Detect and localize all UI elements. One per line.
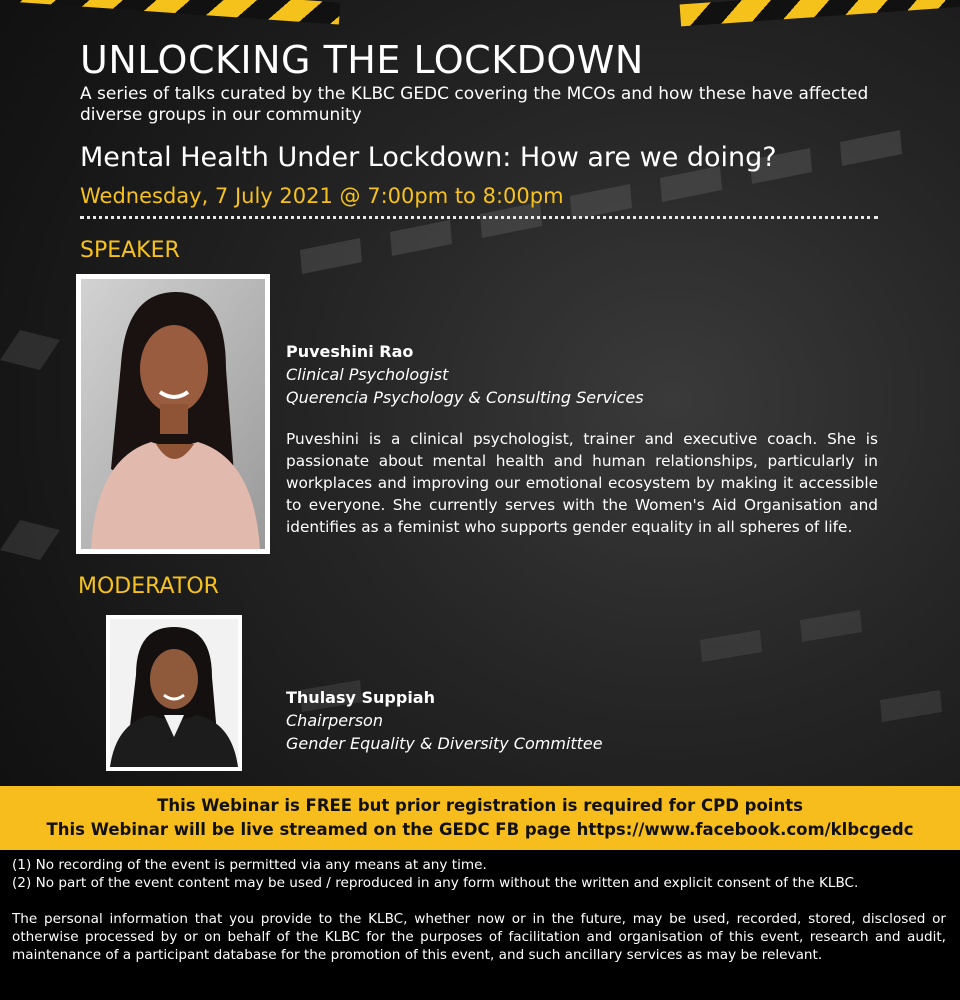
disclaimer-note-1: (1) No recording of the event is permitted via any means at any time. (12, 857, 487, 873)
speaker-organisation: Querencia Psychology & Consulting Services (286, 388, 644, 407)
speaker-title: Clinical Psychologist (286, 365, 449, 384)
speaker-photo (76, 274, 270, 554)
moderator-organisation: Gender Equality & Diversity Committee (286, 734, 603, 753)
registration-note: This Webinar is FREE but prior registration is required for CPD points (157, 796, 803, 815)
dotted-divider (80, 216, 878, 219)
talk-title: Mental Health Under Lockdown: How are we doing? (80, 142, 777, 173)
privacy-notice: The personal information that you provide to the KLBC, whether now or in the future, may be used, recorded, stored, disclosed or otherwise processed by or on behalf of the KLBC for the purposes of facilitation and organisation of this event, research and audit, maintenance of a participant database for the promotion of this event, and such ancillary services as may be relevant. (12, 911, 946, 963)
livestream-note: This Webinar will be live streamed on the GEDC FB page https://www.facebook.com/klbcgedc (46, 820, 914, 839)
speaker-heading: SPEAKER (80, 238, 180, 263)
moderator-heading: MODERATOR (78, 574, 219, 599)
disclaimer-footer (0, 850, 960, 1000)
speaker-name: Puveshini Rao (286, 342, 414, 361)
event-subtitle: A series of talks curated by the KLBC GEDC covering the MCOs and how these have affected diverse groups in our community (80, 84, 869, 125)
moderator-photo (106, 615, 242, 771)
event-datetime: Wednesday, 7 July 2021 @ 7:00pm to 8:00pm (80, 184, 564, 208)
moderator-title: Chairperson (286, 711, 383, 730)
moderator-name: Thulasy Suppiah (286, 688, 435, 707)
registration-banner (0, 786, 960, 850)
disclaimer-note-2: (2) No part of the event content may be used / reproduced in any form without the written and explicit consent of the KLBC. (12, 875, 859, 891)
speaker-bio: Puveshini is a clinical psychologist, trainer and executive coach. She is passionate about mental health and human relationships, particularly in workplaces and improving our emotional ecosystem by making it accessible to everyone. She currently serves with the Women's Aid Organisation and identifies as a feminist who supports gender equality in all spheres of life. (286, 430, 878, 536)
event-title: UNLOCKING THE LOCKDOWN (80, 38, 644, 82)
